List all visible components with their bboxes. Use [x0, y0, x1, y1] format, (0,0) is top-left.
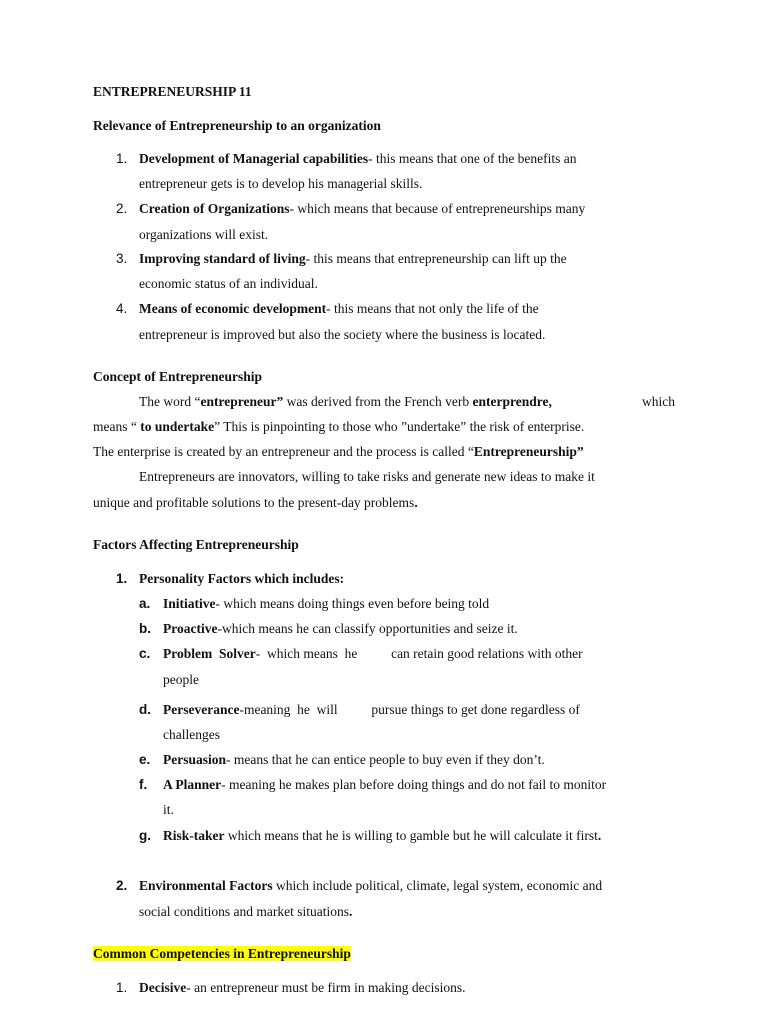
item-text: - this means that one of the benefits an: [368, 151, 577, 166]
item-term: Problem Solver: [163, 646, 256, 661]
item-text: which means that he is willing to gamble but he will calculate it first: [224, 828, 598, 843]
item-text-continued: it.: [163, 802, 174, 817]
list-item: [139, 252, 567, 266]
list-letter: f.: [139, 777, 148, 792]
list-letter: a.: [139, 596, 151, 611]
relevance-heading: Relevance of Entrepreneurship to an organization: [93, 118, 381, 133]
list-number: 1.: [116, 980, 128, 995]
item-text: -meaning he will pursue things to get done regardless of: [239, 702, 580, 717]
text-run: The word “: [139, 394, 201, 409]
concept-paragraph-line: [93, 445, 584, 459]
text-run: .: [348, 904, 353, 919]
item-term: Creation of Organizations: [139, 201, 290, 216]
list-letter: e.: [139, 752, 151, 767]
text-run: ” This is pinpointing to those who ”undertake” the risk of enterprise.: [214, 419, 585, 434]
item-term: Proactive: [163, 621, 218, 636]
list-number: 1.: [116, 151, 128, 166]
text-run: The enterprise is created by an entrepreneur and the process is called “: [93, 444, 474, 459]
list-item: [139, 981, 466, 995]
list-item: [163, 647, 583, 661]
item-text-continued: entrepreneur gets is to develop his managerial skills.: [139, 176, 423, 191]
list-number: 2.: [116, 878, 128, 893]
list-item: [163, 829, 601, 843]
list-letter: g.: [139, 828, 151, 843]
item-term: A Planner: [163, 777, 222, 792]
list-number: 4.: [116, 301, 128, 316]
item-text-continued: economic status of an individual.: [139, 276, 318, 291]
highlighted-text: Common Competencies in Entrepreneurship: [93, 946, 351, 961]
list-item: [163, 778, 606, 792]
text-run: which: [642, 394, 675, 409]
item-text: - means that he can entice people to buy even if they don’t.: [226, 752, 545, 767]
text-run: social conditions and market situations: [139, 904, 349, 919]
item-text-continued: people: [163, 672, 199, 687]
competencies-heading: [93, 947, 351, 961]
item-term: Improving standard of living: [139, 251, 306, 266]
text-run: was derived from the French verb: [283, 394, 473, 409]
text-run: unique and profitable solutions to the present-day problems: [93, 495, 415, 510]
list-item: [163, 597, 489, 611]
list-letter: d.: [139, 702, 151, 717]
list-item: [139, 152, 577, 166]
list-letter: b.: [139, 621, 151, 636]
item-text: - an entrepreneur must be firm in making decisions.: [186, 980, 466, 995]
list-item: [139, 879, 602, 893]
term-to-undertake: to undertake: [140, 419, 215, 434]
list-number: 2.: [116, 201, 128, 216]
text-run: .: [597, 828, 602, 843]
item-text-continued: entrepreneur is improved but also the society where the business is located.: [139, 327, 546, 342]
list-item: [163, 703, 580, 717]
item-term: Initiative: [163, 596, 216, 611]
concept-paragraph-line: [93, 496, 418, 510]
concept-paragraph-line: [139, 395, 675, 409]
concept-heading: Concept of Entrepreneurship: [93, 369, 263, 384]
list-number: 3.: [116, 251, 128, 266]
item-term: Risk-taker: [163, 828, 225, 843]
text-run: .: [414, 495, 418, 510]
list-item: [139, 302, 539, 316]
item-term: Perseverance: [163, 702, 240, 717]
item-term: Development of Managerial capabilities: [139, 151, 369, 166]
text-run: means “: [93, 419, 141, 434]
item-text-continued: [139, 905, 352, 919]
term-entrepreneurship: Entrepreneurship”: [473, 444, 584, 459]
item-text-continued: challenges: [163, 727, 220, 742]
item-term: Persuasion: [163, 752, 227, 767]
item-term: Means of economic development: [139, 301, 327, 316]
term-entrepreneur: entrepreneur”: [200, 394, 284, 409]
item-text: - which means doing things even before being told: [215, 596, 490, 611]
item-text: - which means that because of entrepreneurships many: [289, 201, 586, 216]
list-letter: c.: [139, 646, 151, 661]
item-text: - this means that entrepreneurship can lift up the: [305, 251, 567, 266]
item-text: - meaning he makes plan before doing things and do not fail to monitor: [221, 777, 607, 792]
personality-factors-title: Personality Factors which includes:: [139, 571, 345, 586]
list-number: 1.: [116, 571, 128, 586]
term-enterprendre: enterprendre,: [472, 394, 552, 409]
item-text: - this means that not only the life of the: [326, 301, 539, 316]
item-text: -which means he can classify opportunities and seize it.: [217, 621, 518, 636]
item-text: which include political, climate, legal system, economic and: [272, 878, 603, 893]
item-term: Environmental Factors: [139, 878, 273, 893]
concept-paragraph-line: [93, 420, 584, 434]
list-item: [163, 753, 545, 767]
item-term: Decisive: [139, 980, 187, 995]
item-text-continued: organizations will exist.: [139, 227, 269, 242]
item-text: - which means he can retain good relations with other: [255, 646, 583, 661]
document-title: ENTREPRENEURSHIP 11: [93, 84, 252, 99]
concept-paragraph-line: Entrepreneurs are innovators, willing to take risks and generate new ideas to make it: [139, 469, 595, 484]
list-item: [139, 202, 585, 216]
list-item: [163, 622, 518, 636]
factors-heading: Factors Affecting Entrepreneurship: [93, 537, 299, 552]
